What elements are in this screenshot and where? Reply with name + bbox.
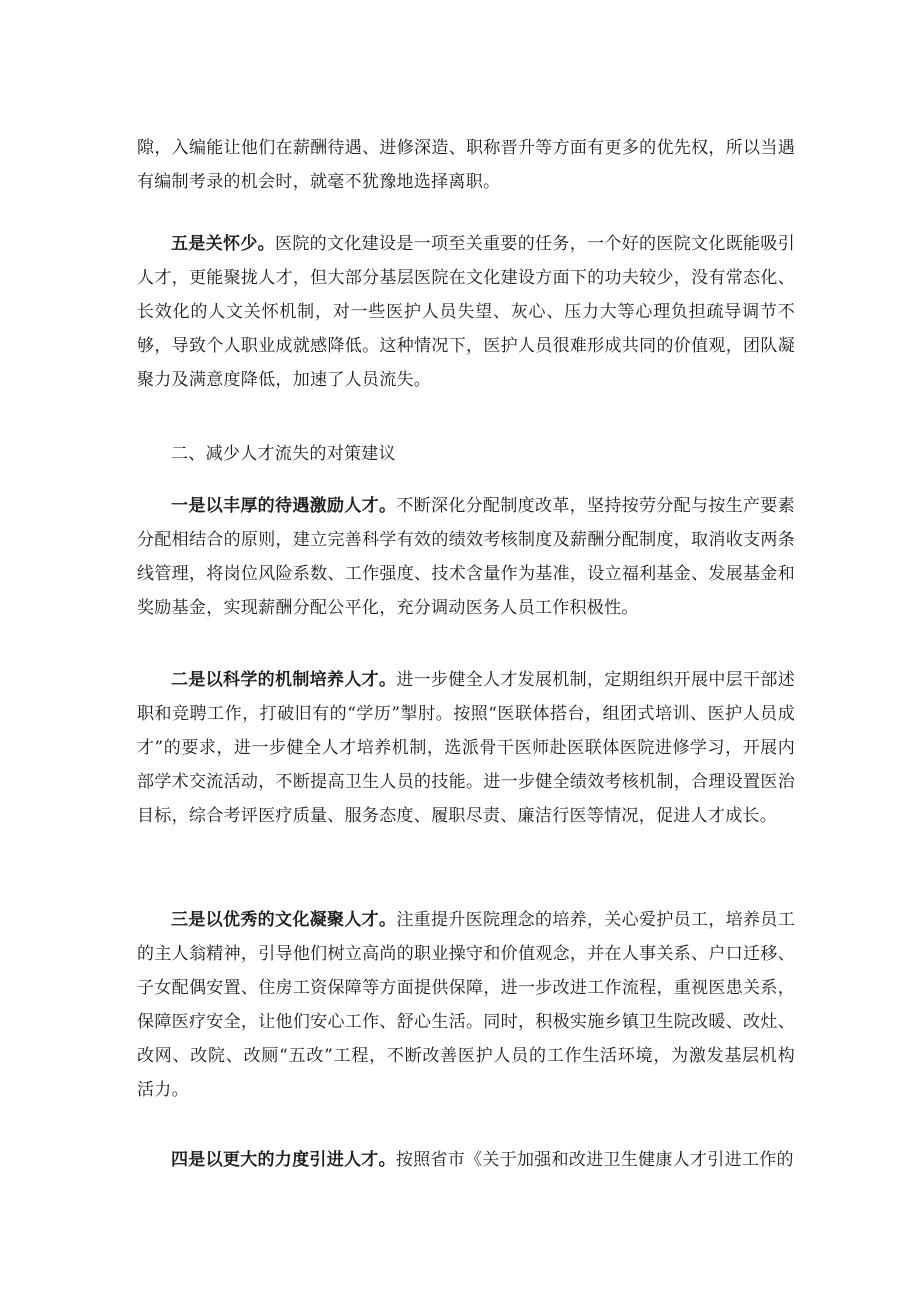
paragraph-body xyxy=(137,489,795,625)
paragraph-training xyxy=(137,663,795,833)
paragraph-text: 按照省市《关于加强和改进卫生健康人才引进工作的 xyxy=(395,1150,794,1170)
section-heading-text: 二、减少人才流失的对策建议 xyxy=(171,444,396,464)
paragraph-lead: 一是以丰厚的待遇激励人才。 xyxy=(171,496,397,516)
paragraph-body xyxy=(137,227,795,397)
paragraph-text: 进一步健全人才发展机制，定期组织开展中层干部述职和竞聘工作，打破旧有的“学历”掣肘。按照“医联体搭台，组团式培训、医护人员成才”的要求，进一步健全人才培养机制，选派骨干医师赴医联体医院进修学习，开展内部学术交流活动，不断提高卫生人员的技能。进一步健全绩效考核机制，合理设置医治目标，综合考评医疗质量、服务态度、履职尽责、廉洁行医等情况，促进人才成长。 xyxy=(137,670,795,826)
paragraph-text: 医院的文化建设是一项至关重要的任务，一个好的医院文化既能吸引人才，更能聚拢人才，但大部分基层医院在文化建设方面下的功夫较少，没有常态化、长效化的人文关怀机制，对一些医护人员失望、灰心、压力大等心理负担疏导调节不够，导致个人职业成就感降低。这种情况下，医护人员很难形成共同的价值观，团队凝聚力及满意度降低，加速了人员流失。 xyxy=(137,234,795,390)
paragraph-incentive xyxy=(137,489,795,625)
paragraph-recruitment xyxy=(137,1143,795,1177)
paragraph-continuation xyxy=(137,131,795,199)
paragraph-body xyxy=(137,663,795,833)
paragraph-lead: 五是关怀少。 xyxy=(171,234,276,254)
paragraph-lead: 三是以优秀的文化凝聚人才。 xyxy=(171,910,397,930)
paragraph-text: 不断深化分配制度改革，坚持按劳分配与按生产要素分配相结合的原则，建立完善科学有效的绩效考核制度及薪酬分配制度，取消收支两条线管理，将岗位风险系数、工作强度、技术含量作为基准，设立福利基金、发展基金和奖励基金，实现薪酬分配公平化，充分调动医务人员工作积极性。 xyxy=(137,496,795,618)
paragraph-text: 隙，入编能让他们在薪酬待遇、进修深造、职称晋升等方面有更多的优先权，所以当遇有编制考录的机会时，就毫不犹豫地选择离职。 xyxy=(137,138,795,192)
section-heading xyxy=(137,437,795,471)
paragraph-lead: 二是以科学的机制培养人才。 xyxy=(171,670,397,690)
paragraph-culture xyxy=(137,903,795,1107)
paragraph-lead: 四是以更大的力度引进人才。 xyxy=(171,1150,396,1170)
paragraph-lack-of-care xyxy=(137,227,795,397)
paragraph-body xyxy=(137,903,795,1107)
paragraph-text: 注重提升医院理念的培养，关心爱护员工，培养员工的主人翁精神，引导他们树立高尚的职业操守和价值观念，并在人事关系、户口迁移、子女配偶安置、住房工资保障等方面提供保障，进一步改进工作流程，重视医患关系，保障医疗安全，让他们安心工作、舒心生活。同时，积极实施乡镇卫生院改暖、改灶、改网、改院、改厕“五改”工程，不断改善医护人员的工作生活环境，为激发基层机构活力。 xyxy=(137,910,795,1100)
paragraph-body xyxy=(137,1143,795,1177)
